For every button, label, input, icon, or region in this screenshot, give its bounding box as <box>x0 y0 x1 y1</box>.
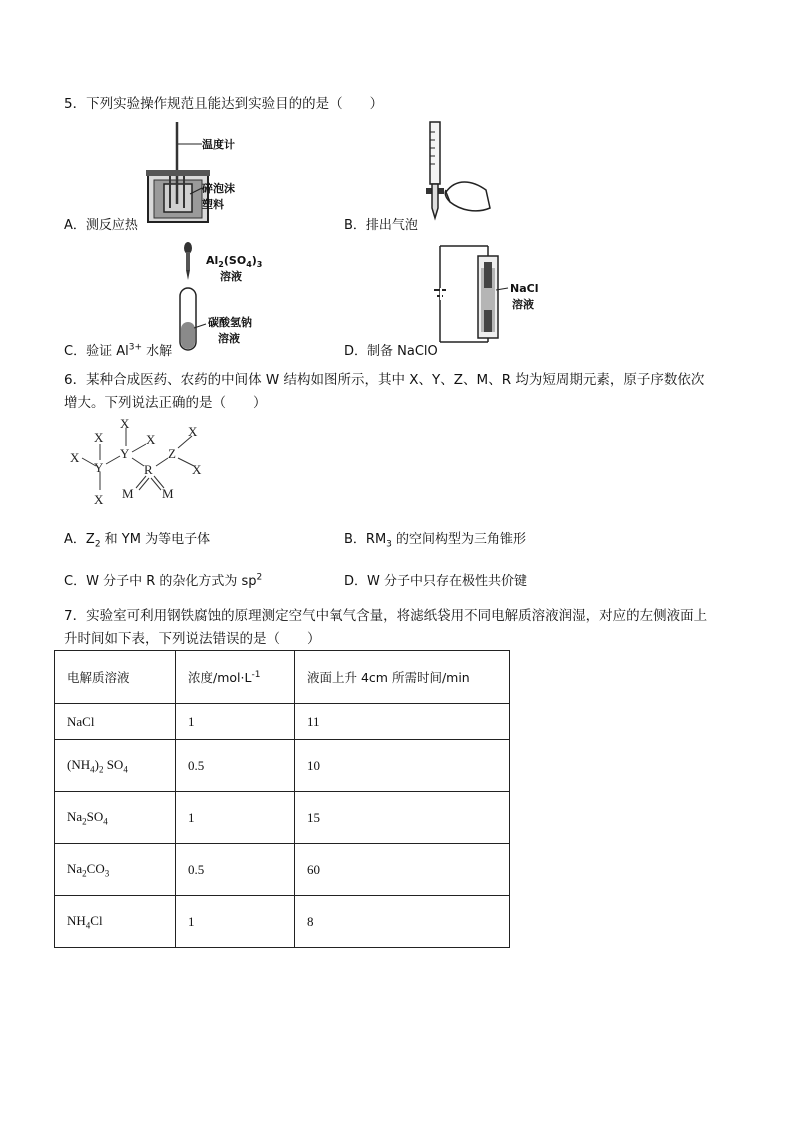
table-cell-solution: $(NH_4)_2$ $SO_4$ <box>55 740 176 792</box>
table-cell-solution: $NH_4Cl$ <box>55 896 176 948</box>
atom-x: X <box>70 450 80 465</box>
svg-text:NaCl: NaCl <box>510 282 539 295</box>
table-cell-concentration: 0.5 <box>176 844 295 896</box>
atom-z: Z <box>168 446 176 461</box>
question-7-stem-line2: 升时间如下表，下列说法错误的是（ ） <box>64 631 321 647</box>
atom-m: M <box>162 486 174 501</box>
table-cell-time: 10 <box>295 740 510 792</box>
table-cell-time: 60 <box>295 844 510 896</box>
table-header-cell: 浓度$/mol\cdot L^{-1}$ <box>176 651 295 704</box>
table-header-cell: 液面上升 4cm 所需时间/min <box>295 651 510 704</box>
atom-x: X <box>192 462 202 477</box>
svg-text:碳酸氢钠: 碳酸氢钠 <box>208 316 252 329</box>
table-row <box>55 896 510 948</box>
figure-a-calorimeter <box>140 118 260 228</box>
atom-x: X <box>188 424 198 439</box>
figure-d-electrolysis <box>430 238 550 356</box>
table-cell-time: 15 <box>295 792 510 844</box>
q5-option-c[interactable]: C．验证 $Al^{3+}$ 水解 <box>64 342 173 359</box>
figure-a-label-foam1: 碎泡沫 <box>202 182 235 195</box>
table-cell-time: 8 <box>295 896 510 948</box>
q6-option-c[interactable]: C．W 分子中 R 的杂化方式为 $sp^2$ <box>64 572 263 589</box>
table-row <box>55 844 510 896</box>
figure-c-test-tube <box>170 240 290 356</box>
table-row <box>55 704 510 740</box>
q5-option-b[interactable]: B．排出气泡 <box>344 218 418 233</box>
question-6-stem-line1: 6．某种合成医药、农药的中间体 W 结构如图所示，其中 X、Y、Z、M、R 均为短周期元素，原子序数依次 <box>64 372 705 388</box>
question-7-stem-line1: 7．实验室可利用钢铁腐蚀的原理测定空气中氧气含量，将滤纸袋用不同电解质溶液润湿，对应的左侧液面上 <box>64 608 708 624</box>
q5-option-d[interactable]: D．制备 NaClO <box>344 344 438 359</box>
table-row <box>55 740 510 792</box>
molecule-w-structure <box>62 414 222 510</box>
q5-option-a[interactable]: A．测反应热 <box>64 218 138 233</box>
atom-m: M <box>122 486 134 501</box>
table-cell-solution: NaCl <box>55 704 176 740</box>
figure-b-burette <box>416 118 496 228</box>
table-row <box>55 792 510 844</box>
atom-r: R <box>144 462 153 477</box>
svg-text:溶液: 溶液 <box>218 332 240 345</box>
table-header-row <box>55 651 510 704</box>
atom-x: X <box>146 432 156 447</box>
q6-option-a[interactable]: A．$Z_2$ 和 YM 为等电子体 <box>64 532 211 550</box>
table-header-cell: 电解质溶液 <box>55 651 176 704</box>
question-6-stem-line2: 增大。下列说法正确的是（ ） <box>64 395 267 411</box>
svg-text:溶液: 溶液 <box>512 298 534 311</box>
q6-option-d[interactable]: D．W 分子中只存在极性共价键 <box>344 574 527 589</box>
q6-option-b[interactable]: B．$RM_3$ 的空间构型为三角锥形 <box>344 532 527 550</box>
svg-text:溶液: 溶液 <box>220 270 242 283</box>
atom-y: Y <box>94 460 104 475</box>
table-cell-concentration: 0.5 <box>176 740 295 792</box>
atom-x: X <box>120 416 130 431</box>
table-cell-concentration: 1 <box>176 704 295 740</box>
svg-text:Al2(SO4)3: $Al_2(SO_4)_3$ <box>206 254 263 269</box>
table-cell-time: 11 <box>295 704 510 740</box>
atom-y: Y <box>120 446 130 461</box>
electrolyte-table <box>54 650 510 948</box>
atom-x: X <box>94 492 104 507</box>
table-cell-solution: $Na_2CO_3$ <box>55 844 176 896</box>
table-cell-concentration: 1 <box>176 896 295 948</box>
figure-a-label-thermometer: 温度计 <box>202 138 235 151</box>
atom-x: X <box>94 430 104 445</box>
figure-a-label-foam2: 塑料 <box>202 198 224 211</box>
question-5-stem: 5．下列实验操作规范且能达到实验目的的是（ ） <box>64 96 384 112</box>
table-cell-concentration: 1 <box>176 792 295 844</box>
table-cell-solution: $Na_2SO_4$ <box>55 792 176 844</box>
